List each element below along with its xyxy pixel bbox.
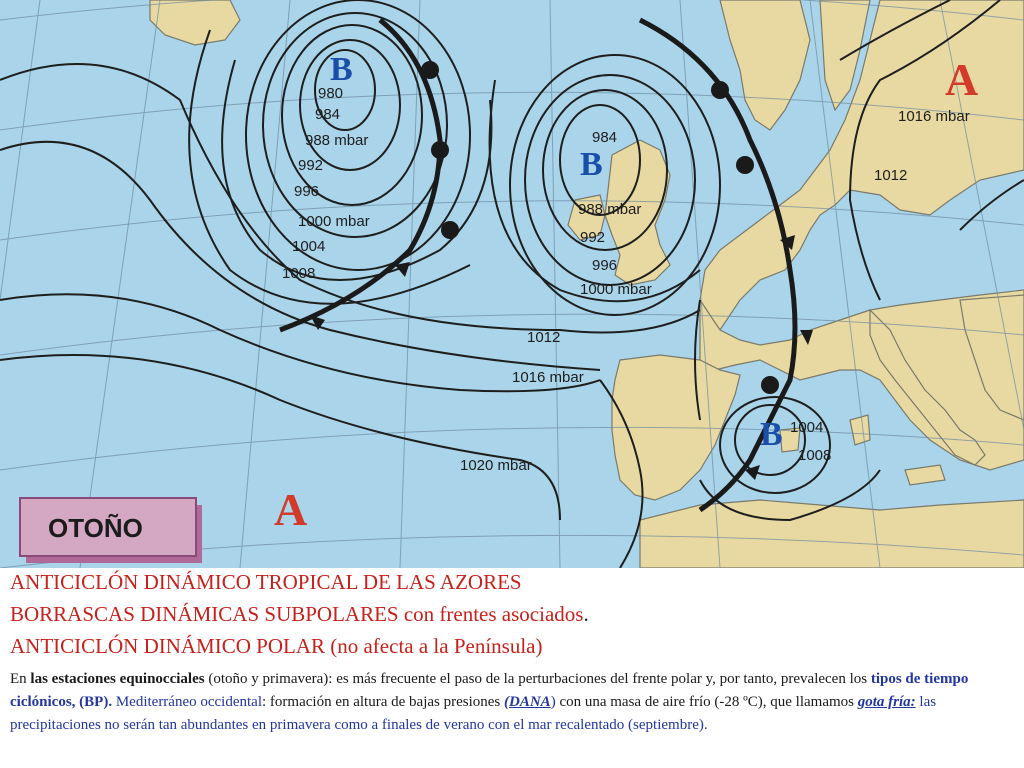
low-pressure-north: B <box>330 51 353 88</box>
para-mediterranean: Mediterráneo occidental <box>112 694 263 710</box>
isobar-label: 1004 <box>292 238 326 255</box>
isobar-label: 996 <box>294 183 320 200</box>
isobar-label: 1012 <box>527 329 561 346</box>
para-equinox: las estaciones equinocciales <box>30 671 205 687</box>
isobar-label: 984 <box>315 106 341 123</box>
isobar-label: 988 mbar <box>305 132 369 149</box>
isobar-label: 1020 mbar <box>460 457 532 474</box>
isobar-label: 988 mbar <box>578 201 642 218</box>
para-dana-close: ) <box>550 694 556 710</box>
para-text: con una masa de aire frío (-28 ºC), que llamamos <box>555 694 858 710</box>
isobar-label: 1016 mbar <box>512 369 584 386</box>
isobar-label: 980 <box>318 85 344 102</box>
para-text: En <box>10 671 31 687</box>
isobar-label: 1016 mbar <box>898 108 970 125</box>
para-precipitation: las precipitaciones no serán tan abundantes en primavera como a finales de verano con el mar recalentado (septiembre). <box>10 694 937 733</box>
description-paragraph <box>10 668 1010 737</box>
high-pressure-west: A <box>274 484 308 535</box>
isobar-label: 992 <box>580 229 606 246</box>
high-pressure-east: A <box>945 54 979 105</box>
low-pressure-center: B <box>580 146 603 183</box>
isobar-label: 992 <box>298 157 324 174</box>
legend-subpolar-lows <box>10 602 589 626</box>
para-text: (otoño y primavera): es más frecuente el paso de la perturbaciones del frente polar y, por tanto, prevalecen los <box>204 671 871 687</box>
para-cyclonic: tipos de tiempo ciclónicos, (BP). <box>10 671 969 710</box>
legend-subpolar-lows-text: BORRASCAS DINÁMICAS SUBPOLARES con frentes asociados <box>10 602 584 626</box>
para-text: : formación en altura de bajas presiones <box>262 694 505 710</box>
legend-azores-high: ANTICICLÓN DINÁMICO TROPICAL DE LAS AZORES <box>10 570 522 594</box>
para-dana: (DANA <box>504 694 551 710</box>
isobar-label: 984 <box>592 129 618 146</box>
isobar-label: 996 <box>592 257 618 274</box>
para-gota-fria: gota fría: <box>857 694 916 710</box>
isobar-label: 1008 <box>798 447 832 464</box>
legend-panel <box>0 568 1024 768</box>
isobar-label: 1000 mbar <box>580 281 652 298</box>
season-badge <box>20 498 202 563</box>
isobar-label: 1004 <box>790 419 824 436</box>
isobar-label: 1008 <box>282 265 316 282</box>
legend-subpolar-lows-period: . <box>583 602 589 626</box>
isobar-label: 1000 mbar <box>298 213 370 230</box>
legend-polar-high: ANTICICLÓN DINÁMICO POLAR (no afecta a la Península) <box>10 634 543 658</box>
low-pressure-mediterranean: B <box>760 416 783 453</box>
season-label: OTOÑO <box>48 513 143 543</box>
isobar-label: 1012 <box>874 167 908 184</box>
